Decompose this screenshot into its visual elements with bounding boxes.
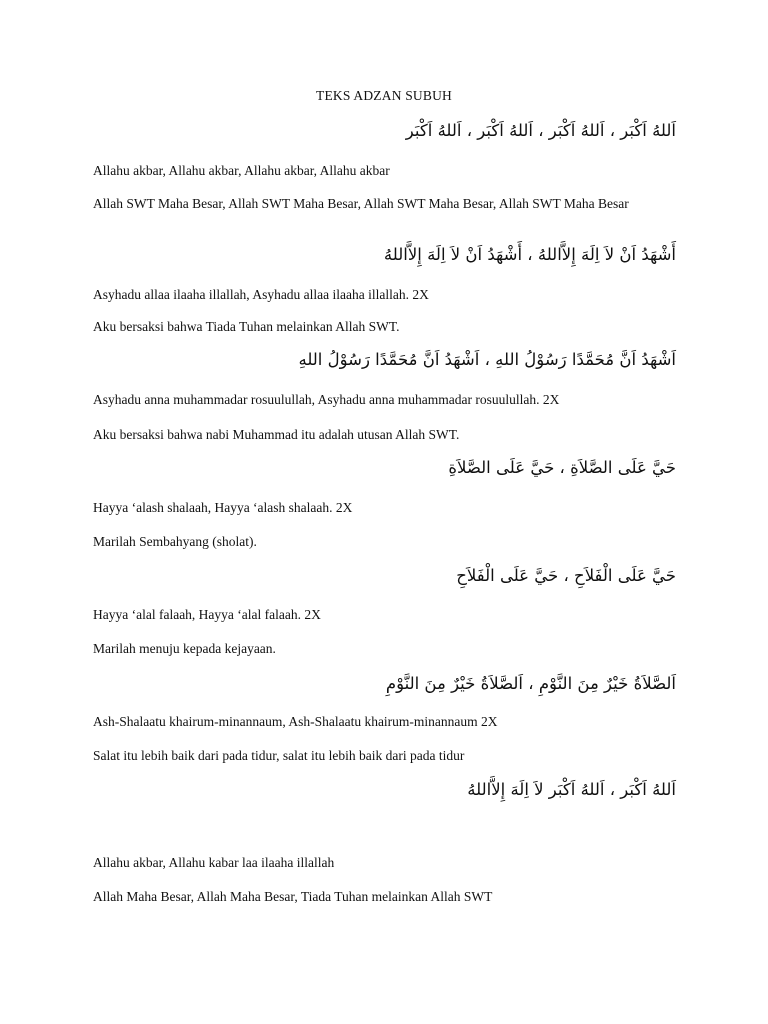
transliteration-line-6: Ash-Shalaatu khairum-minannaum, Ash-Shalaatu khairum-minannaum 2X	[93, 714, 498, 729]
transliteration-line-7: Allahu akbar, Allahu kabar laa ilaaha illallah	[93, 855, 335, 870]
arabic-line-1: اَللهُ اَكْبَر ، اَللهُ اَكْبَر ، اَللهُ اَكْبَر ، اَللهُ اَكْبَر	[405, 121, 676, 140]
transliteration-line-5: Hayya ‘alal falaah, Hayya ‘alal falaah. 2X	[93, 607, 321, 622]
arabic-line-4: حَيَّ عَلَى الصَّلاَةِ ، حَيَّ عَلَى الصَّلاَةِ	[448, 458, 676, 477]
arabic-line-3: اَشْهَدُ اَنَّ مُحَمَّدًا رَسُوْلُ اللهِ ، اَشْهَدُ اَنَّ مُحَمَّدًا رَسُوْلُ اللهِ	[298, 350, 676, 369]
translation-line-2: Aku bersaksi bahwa Tiada Tuhan melainkan Allah SWT.	[93, 319, 400, 334]
translation-line-6: Salat itu lebih baik dari pada tidur, salat itu lebih baik dari pada tidur	[93, 748, 465, 763]
arabic-line-7: اَللهُ اَكْبَر ، اَللهُ اَكْبَر لاَ اِلَهَ إِلاَّاللهُ	[467, 780, 676, 799]
translation-line-1: Allah SWT Maha Besar, Allah SWT Maha Besar, Allah SWT Maha Besar, Allah SWT Maha Besar	[93, 196, 629, 211]
translation-line-3: Aku bersaksi bahwa nabi Muhammad itu adalah utusan Allah SWT.	[93, 427, 460, 442]
transliteration-line-1: Allahu akbar, Allahu akbar, Allahu akbar, Allahu akbar	[93, 163, 390, 178]
arabic-line-6: اَلصَّلاَةُ خَيْرٌ مِنَ النَّوْمِ ، اَلصَّلاَةُ خَيْرٌ مِنَ النَّوْمِ	[385, 674, 676, 693]
transliteration-line-3: Asyhadu anna muhammadar rosuulullah, Asyhadu anna muhammadar rosuulullah. 2X	[93, 392, 560, 407]
transliteration-line-4: Hayya ‘alash shalaah, Hayya ‘alash shalaah. 2X	[93, 500, 353, 515]
arabic-line-2: أَشْهَدُ اَنْ لاَ اِلَهَ إِلاَّاللهُ ، أَشْهَدُ اَنْ لاَ اِلَهَ إِلاَّاللهُ	[383, 245, 676, 264]
translation-line-4: Marilah Sembahyang (sholat).	[93, 534, 257, 549]
arabic-line-5: حَيَّ عَلَى الْفَلاَحِ ، حَيَّ عَلَى الْفَلاَحِ	[456, 566, 676, 585]
translation-line-7: Allah Maha Besar, Allah Maha Besar, Tiada Tuhan melainkan Allah SWT	[93, 889, 493, 904]
translation-line-5: Marilah menuju kepada kejayaan.	[93, 641, 276, 656]
document-title: TEKS ADZAN SUBUH	[316, 88, 452, 103]
transliteration-line-2: Asyhadu allaa ilaaha illallah, Asyhadu allaa ilaaha illallah. 2X	[93, 287, 429, 302]
